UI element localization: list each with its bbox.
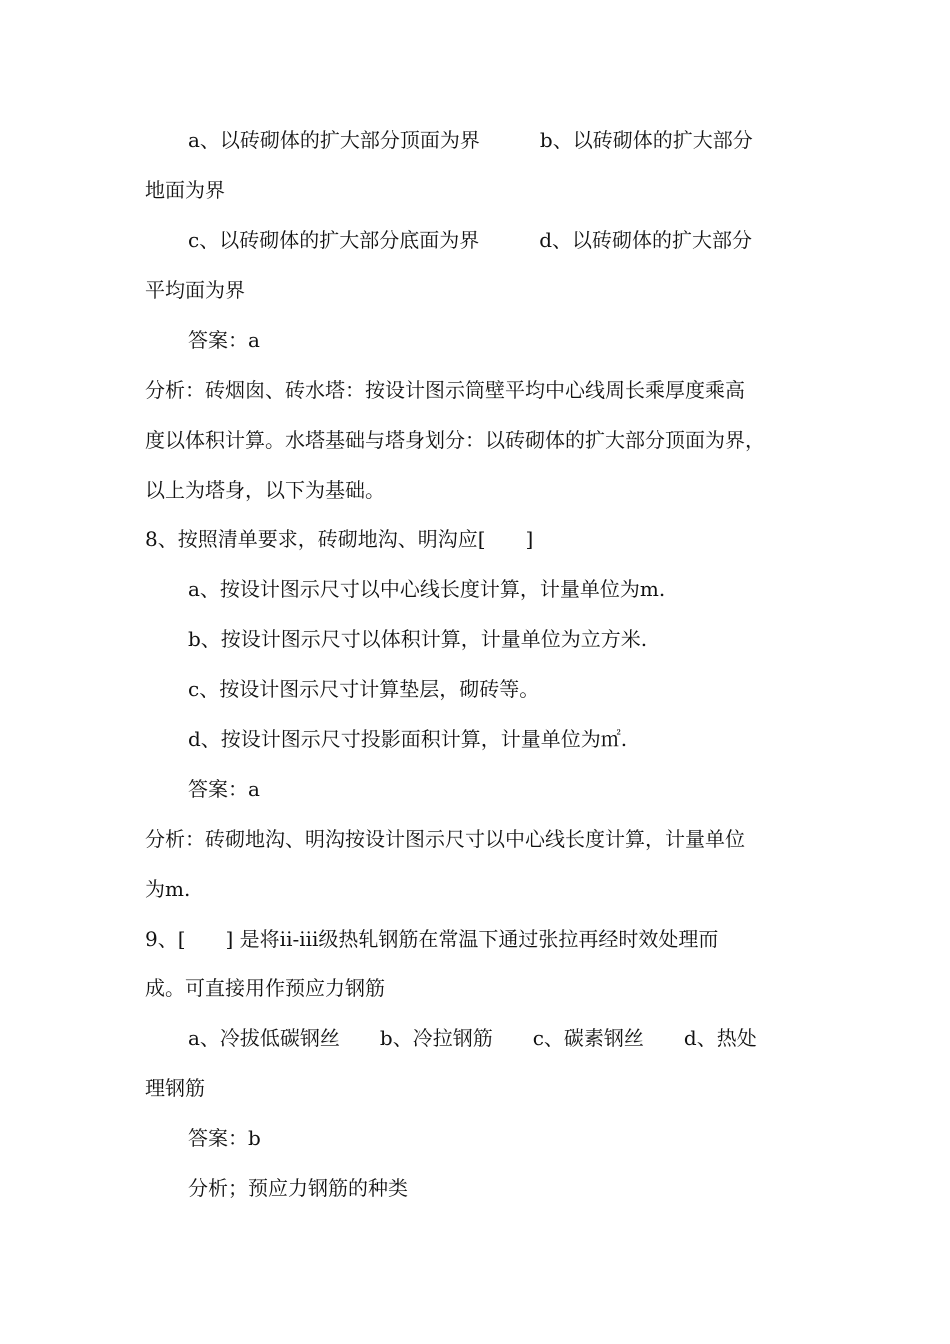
option-line-a-b: a、以砖砌体的扩大部分顶面为界 b、以砖砌体的扩大部分 xyxy=(188,128,753,152)
question-8-option-c: c、按设计图示尺寸计算垫层，砌砖等。 xyxy=(188,677,540,701)
question-8-option-a: a、按设计图示尺寸以中心线长度计算，计量单位为m. xyxy=(188,577,666,601)
question-8-option-d: d、按设计图示尺寸投影面积计算，计量单位为㎡. xyxy=(188,727,628,751)
analysis-line: 分析：砖砌地沟、明沟按设计图示尺寸以中心线长度计算，计量单位 xyxy=(145,827,745,851)
question-9-options: a、冷拔低碳钢丝 b、冷拉钢筋 c、碳素钢丝 d、热处 xyxy=(188,1026,757,1050)
option-line-c-d: c、以砖砌体的扩大部分底面为界 d、以砖砌体的扩大部分 xyxy=(188,228,753,252)
analysis-line: 度以体积计算。水塔基础与塔身划分：以砖砌体的扩大部分顶面为界， xyxy=(145,428,765,452)
analysis-line: 分析；预应力钢筋的种类 xyxy=(188,1176,408,1200)
analysis-line: 以上为塔身，以下为基础。 xyxy=(145,478,385,502)
analysis-line: 为m. xyxy=(145,877,191,901)
analysis-line: 分析：砖烟囱、砖水塔：按设计图示筒壁平均中心线周长乘厚度乘高 xyxy=(145,378,745,402)
question-8-option-b: b、按设计图示尺寸以体积计算，计量单位为立方米. xyxy=(188,627,648,651)
question-9-options-continuation: 理钢筋 xyxy=(145,1076,205,1100)
answer-line: 答案：a xyxy=(188,328,260,352)
option-line-continuation: 平均面为界 xyxy=(145,278,245,302)
answer-line: 答案：a xyxy=(188,777,260,801)
question-9-continuation: 成。可直接用作预应力钢筋 xyxy=(145,976,385,1000)
answer-line: 答案：b xyxy=(188,1126,261,1150)
option-line-continuation: 地面为界 xyxy=(145,178,225,202)
question-9: 9、[ ] 是将ii-iii级热轧钢筋在常温下通过张拉再经时效处理而 xyxy=(145,927,719,951)
question-8: 8、按照清单要求，砖砌地沟、明沟应[ ] xyxy=(145,527,534,551)
